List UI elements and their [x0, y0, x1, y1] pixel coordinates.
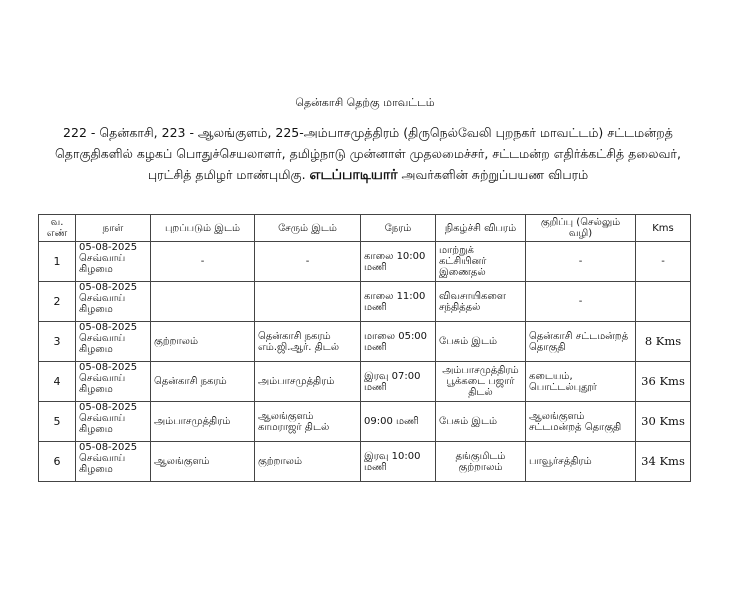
table-row	[39, 362, 691, 402]
cell-note: தென்காசி சட்டமன்றத் தொகுதி	[526, 322, 636, 362]
table-row	[39, 442, 691, 482]
cell-kms: 8 Kms	[636, 322, 691, 362]
cell-time: காலை 11:00 மணி	[361, 282, 436, 322]
table-header-row	[39, 215, 691, 242]
header-time: நேரம்	[361, 215, 436, 242]
intro-text-after: அவர்களின் சுற்றுப்பயண விபரம்	[401, 167, 589, 182]
cell-event: தங்குமிடம் குற்றாலம்	[436, 442, 526, 482]
cell-note: ஆலங்குளம் சட்டமன்றத் தொகுதி	[526, 402, 636, 442]
tour-intro-paragraph	[48, 122, 688, 186]
cell-from: தென்காசி நகரம்	[151, 362, 255, 402]
cell-from: ஆலங்குளம்	[151, 442, 255, 482]
header-to: சேரும் இடம்	[255, 215, 361, 242]
table-row	[39, 282, 691, 322]
cell-sno: 6	[39, 442, 76, 482]
cell-kms: 36 Kms	[636, 362, 691, 402]
cell-date: 05-08-2025 செவ்வாய் கிழமை	[76, 442, 151, 482]
table-row	[39, 242, 691, 282]
cell-event: பேசும் இடம்	[436, 322, 526, 362]
cell-kms	[636, 282, 691, 322]
header-from: புறப்படும் இடம்	[151, 215, 255, 242]
cell-event: மாற்றுக் கட்சியினர் இணைதல்	[436, 242, 526, 282]
tour-schedule-table	[38, 214, 691, 482]
cell-event: பேசும் இடம்	[436, 402, 526, 442]
cell-sno: 3	[39, 322, 76, 362]
cell-note: -	[526, 282, 636, 322]
cell-to: தென்காசி நகரம் எம்.ஜி.ஆர். திடல்	[255, 322, 361, 362]
cell-time: இரவு 07:00 மணி	[361, 362, 436, 402]
header-date: நாள்	[76, 215, 151, 242]
cell-from: -	[151, 242, 255, 282]
cell-time: 09:00 மணி	[361, 402, 436, 442]
cell-to: அம்பாசமுத்திரம்	[255, 362, 361, 402]
cell-from: அம்பாசமுத்திரம்	[151, 402, 255, 442]
cell-date: 05-08-2025 செவ்வாய் கிழமை	[76, 282, 151, 322]
cell-sno: 5	[39, 402, 76, 442]
cell-to: ஆலங்குளம் காமராஜர் திடல்	[255, 402, 361, 442]
cell-kms: -	[636, 242, 691, 282]
cell-from: குற்றாலம்	[151, 322, 255, 362]
intro-text-before: 222 - தென்காசி, 223 - ஆலங்குளம், 225-அம்பாசமுத்திரம் (திருநெல்வேலி புறநகர் மாவட்டம்) சட்டமன்றத் தொகுதிகளில் கழகப் பொதுச்செயலாளர், தமிழ்நாடு முன்னாள் முதலமைச்சர், சட்டமன்ற எதிர்க்கட்சித் தலைவர், புரட்சித் தமிழர் மாண்புமிகு.	[55, 125, 681, 182]
cell-date: 05-08-2025 செவ்வாய் கிழமை	[76, 402, 151, 442]
cell-sno: 2	[39, 282, 76, 322]
cell-event: விவசாயிகளை சந்தித்தல்	[436, 282, 526, 322]
header-kms: Kms	[636, 215, 691, 242]
cell-note: கடையம், பொட்டல்புதூர்	[526, 362, 636, 402]
cell-date: 05-08-2025 செவ்வாய் கிழமை	[76, 362, 151, 402]
table-row	[39, 322, 691, 362]
cell-from	[151, 282, 255, 322]
cell-sno: 4	[39, 362, 76, 402]
cell-date: 05-08-2025 செவ்வாய் கிழமை	[76, 322, 151, 362]
cell-to	[255, 282, 361, 322]
header-note: குறிப்பு (செல்லும் வழி)	[526, 215, 636, 242]
cell-kms: 34 Kms	[636, 442, 691, 482]
cell-note: பாவூர்சத்திரம்	[526, 442, 636, 482]
cell-event: அம்பாசமுத்திரம் பூக்கடை பஜார் திடல்	[436, 362, 526, 402]
header-sno: வ. எண்	[39, 215, 76, 242]
cell-to: குற்றாலம்	[255, 442, 361, 482]
leader-name: எடப்பாடியார்	[309, 167, 398, 183]
district-heading: தென்காசி தெற்கு மாவட்டம்	[295, 96, 435, 109]
cell-date: 05-08-2025 செவ்வாய் கிழமை	[76, 242, 151, 282]
cell-time: இரவு 10:00 மணி	[361, 442, 436, 482]
cell-time: மாலை 05:00 மணி	[361, 322, 436, 362]
cell-note: -	[526, 242, 636, 282]
cell-sno: 1	[39, 242, 76, 282]
cell-time: காலை 10:00 மணி	[361, 242, 436, 282]
cell-kms: 30 Kms	[636, 402, 691, 442]
header-event: நிகழ்ச்சி விபரம்	[436, 215, 526, 242]
table-row	[39, 402, 691, 442]
cell-to: -	[255, 242, 361, 282]
